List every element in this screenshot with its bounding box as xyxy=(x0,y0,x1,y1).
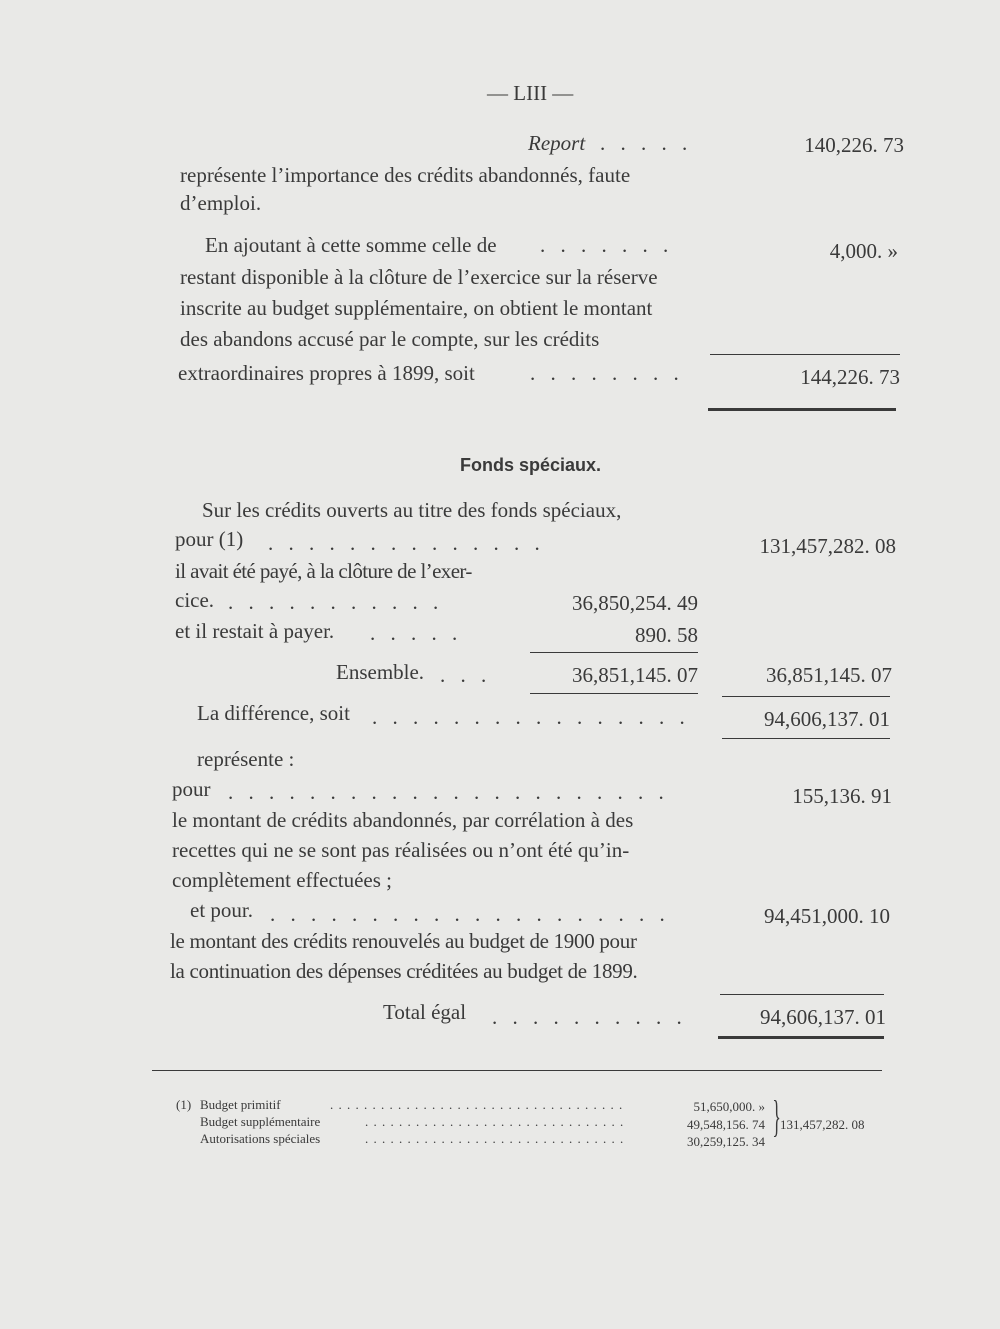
ensemble-value-left: 36,851,145. 07 xyxy=(572,663,698,687)
para2-line1: En ajoutant à cette somme celle de xyxy=(205,233,497,257)
fonds-line2-dots: . . . . . . . . . . . . . . xyxy=(268,531,545,555)
footnote-item-3-dots: . . . . . . . . . . . . . . . . . . . . . . . . . . . . . . . xyxy=(365,1131,625,1146)
para2-line5: extraordinaires propres à 1899, soit xyxy=(178,361,475,385)
fonds-line2-value: 131,457,282. 08 xyxy=(759,534,896,558)
fonds-line4-dots: . . . . . . . . . . . xyxy=(228,590,444,614)
difference-value: 94,606,137. 01 xyxy=(764,707,890,731)
fonds-line1: Sur les crédits ouverts au titre des fonds spéciaux, xyxy=(202,498,622,522)
pour2-value: 94,451,000. 10 xyxy=(764,904,890,928)
para2-line2: restant disponible à la clôture de l’exercice sur la réserve xyxy=(180,265,658,289)
ensemble-label: Ensemble. xyxy=(336,660,425,684)
subtotal-rule xyxy=(710,354,900,355)
para1-line2: d’emploi. xyxy=(180,191,262,215)
fonds-line5-dots: . . . . . xyxy=(370,621,463,645)
report-dots: . . . . . xyxy=(600,131,693,155)
desc2-line2: la continuation des dépenses créditées au budget de 1899. xyxy=(170,959,638,983)
ensemble-rule-top xyxy=(530,652,698,653)
report-value: 140,226. 73 xyxy=(804,133,904,157)
represente-label: représente : xyxy=(197,747,295,771)
footnote-item-1-dots: . . . . . . . . . . . . . . . . . . . . . . . . . . . . . . . . . . . xyxy=(330,1097,624,1112)
footnote-item-2-dots: . . . . . . . . . . . . . . . . . . . . . . . . . . . . . . . xyxy=(365,1114,625,1129)
para2-line1-dots: . . . . . . . xyxy=(540,233,674,257)
ensemble-dots: . . . xyxy=(440,663,492,687)
fonds-line5: et il restait à payer. xyxy=(175,619,335,643)
footnote-item-1-label: Budget primitif xyxy=(200,1097,281,1112)
total-rule-bottom xyxy=(718,1036,884,1039)
para2-line5-value: 144,226. 73 xyxy=(800,365,900,389)
fonds-line3: il avait été payé, à la clôture de l’exer- xyxy=(175,559,472,583)
para2-line4: des abandons accusé par le compte, sur les crédits xyxy=(180,327,600,351)
fonds-line2: pour (1) xyxy=(175,527,244,551)
para2-line3: inscrite au budget supplémentaire, on obtient le montant xyxy=(180,296,653,320)
difference-rule-bottom xyxy=(722,738,890,739)
ensemble-rule-bottom xyxy=(530,693,698,694)
footnote-item-3-label: Autorisations spéciales xyxy=(200,1131,321,1146)
pour1-dots: . . . . . . . . . . . . . . . . . . . . . . xyxy=(228,780,669,804)
difference-rule-top xyxy=(722,696,890,697)
footnote-item-3-value: 30,259,125. 34 xyxy=(687,1134,765,1149)
footnote-total: 131,457,282. 08 xyxy=(780,1117,865,1132)
fonds-line4: cice. xyxy=(175,588,215,612)
desc1-line3: complètement effectuées ; xyxy=(172,868,393,892)
pour2-label: et pour. xyxy=(190,898,253,922)
fonds-line4-value: 36,850,254. 49 xyxy=(572,591,698,615)
para1-line1: représente l’importance des crédits abandonnés, faute xyxy=(180,163,631,187)
pour2-dots: . . . . . . . . . . . . . . . . . . . . xyxy=(270,902,670,926)
pour1-value: 155,136. 91 xyxy=(792,784,892,808)
difference-label: La différence, soit xyxy=(197,701,350,725)
total-dots: . . . . . . . . . . xyxy=(492,1005,687,1029)
ensemble-value-right: 36,851,145. 07 xyxy=(766,663,892,687)
desc2-line1: le montant des crédits renouvelés au budget de 1900 pour xyxy=(170,929,637,953)
total-label: Total égal xyxy=(383,1000,467,1024)
footnote-separator xyxy=(152,1070,882,1071)
total-rule-1 xyxy=(708,408,896,411)
fonds-line5-value: 890. 58 xyxy=(635,623,698,647)
para2-line5-dots: . . . . . . . . xyxy=(530,361,684,385)
para2-line1-value: 4,000. » xyxy=(829,239,898,263)
footnote-item-2-label: Budget supplémentaire xyxy=(200,1114,321,1129)
total-rule-top xyxy=(720,994,884,995)
desc1-line2: recettes qui ne se sont pas réalisées ou n’ont été qu’in- xyxy=(172,838,630,862)
page-number: — LIII — xyxy=(487,81,574,105)
pour1-label: pour xyxy=(172,777,211,801)
section-title: Fonds spéciaux. xyxy=(460,455,602,475)
total-value: 94,606,137. 01 xyxy=(760,1005,886,1029)
report-label: Report xyxy=(528,131,586,155)
footnote-item-1-value: 51,650,000. » xyxy=(693,1099,765,1114)
difference-dots: . . . . . . . . . . . . . . . . xyxy=(372,705,690,729)
footnote-brace: } xyxy=(772,1092,781,1141)
desc1-line1: le montant de crédits abandonnés, par corrélation à des xyxy=(172,808,634,832)
footnote-marker: (1) xyxy=(176,1097,192,1112)
footnote-item-2-value: 49,548,156. 74 xyxy=(687,1117,765,1132)
